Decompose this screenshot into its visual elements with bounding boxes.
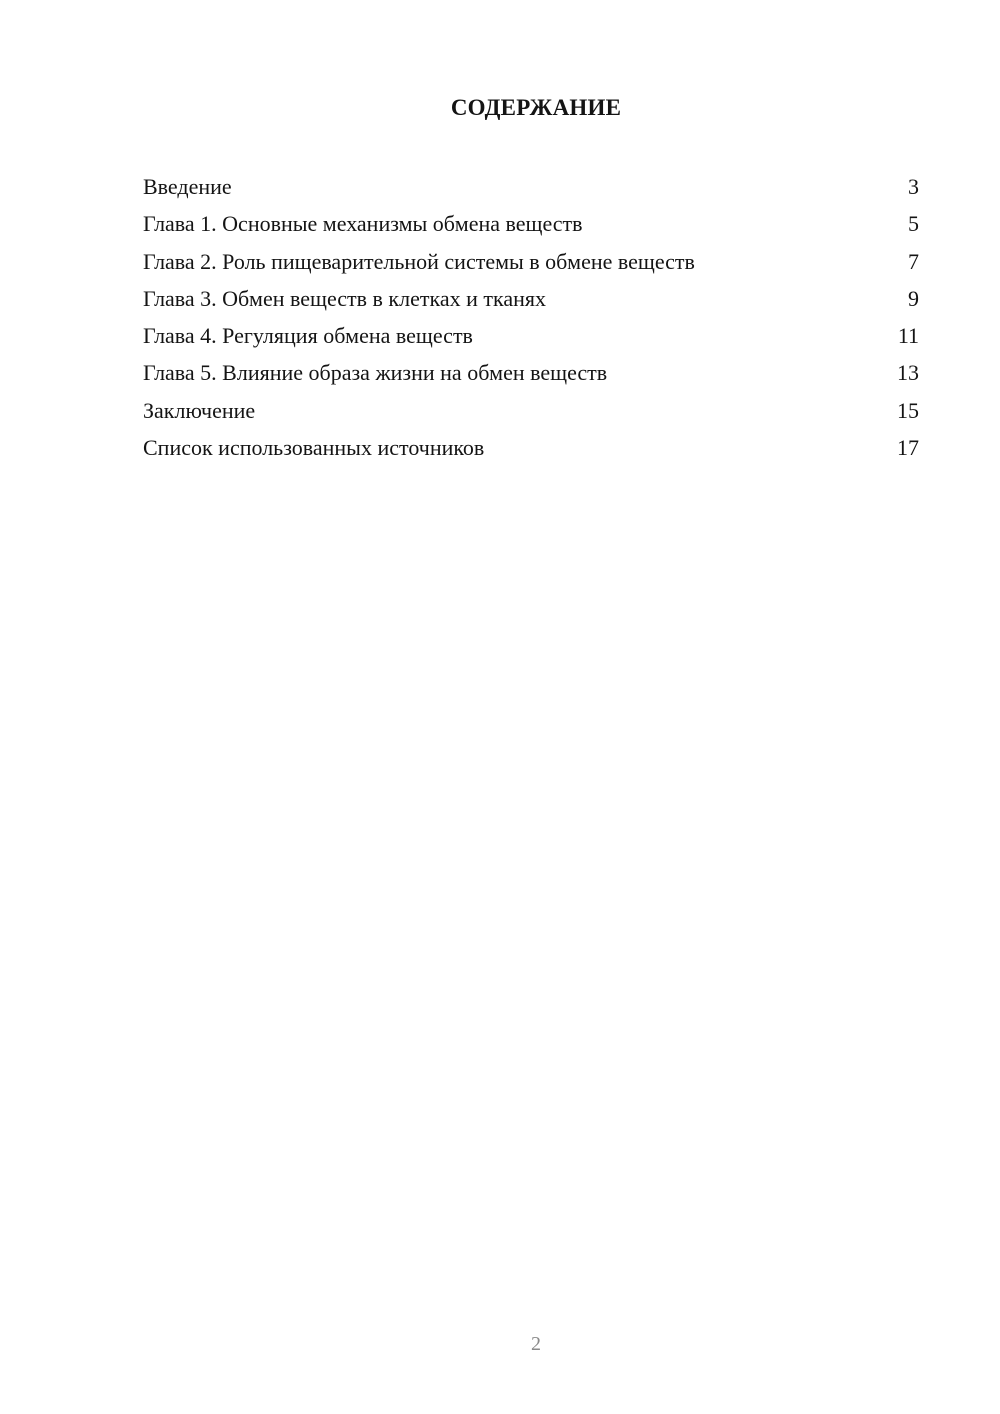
toc-entry-label: Список использованных источников (143, 435, 485, 461)
toc-entry-label: Введение (143, 174, 232, 199)
toc-entry (143, 354, 919, 391)
table-of-contents (143, 168, 919, 466)
toc-entry-label: Глава 4. Регуляция обмена веществ (143, 323, 473, 349)
toc-entry-label: Глава 3. Обмен веществ в клетках и тканях (143, 285, 546, 311)
toc-entry-label: Глава 1. Основные механизмы обмена веществ (143, 211, 583, 237)
toc-entry (143, 392, 919, 429)
page-number: 2 (531, 1333, 541, 1355)
toc-entry (143, 168, 919, 205)
toc-entry-page: 13 (897, 360, 919, 386)
toc-entry-label: Глава 5. Влияние образа жизни на обмен веществ (143, 360, 608, 386)
toc-entry-page: 5 (908, 211, 919, 237)
toc-entry (143, 243, 919, 280)
toc-entry-page: 3 (908, 174, 919, 199)
toc-entry-page: 7 (908, 248, 919, 274)
toc-entry-page: 11 (897, 323, 919, 349)
toc-entry-page: 15 (897, 397, 919, 423)
page-title: СОДЕРЖАНИЕ (450, 95, 622, 120)
toc-entry-page: 9 (908, 285, 919, 311)
toc-entry (143, 317, 919, 354)
toc-entry (143, 280, 919, 317)
toc-entry-label: Заключение (143, 397, 256, 423)
toc-entry (143, 429, 919, 466)
toc-entry-page: 17 (897, 435, 919, 461)
toc-entry-label: Глава 2. Роль пищеварительной системы в обмене веществ (143, 248, 695, 274)
toc-entry (143, 205, 919, 242)
